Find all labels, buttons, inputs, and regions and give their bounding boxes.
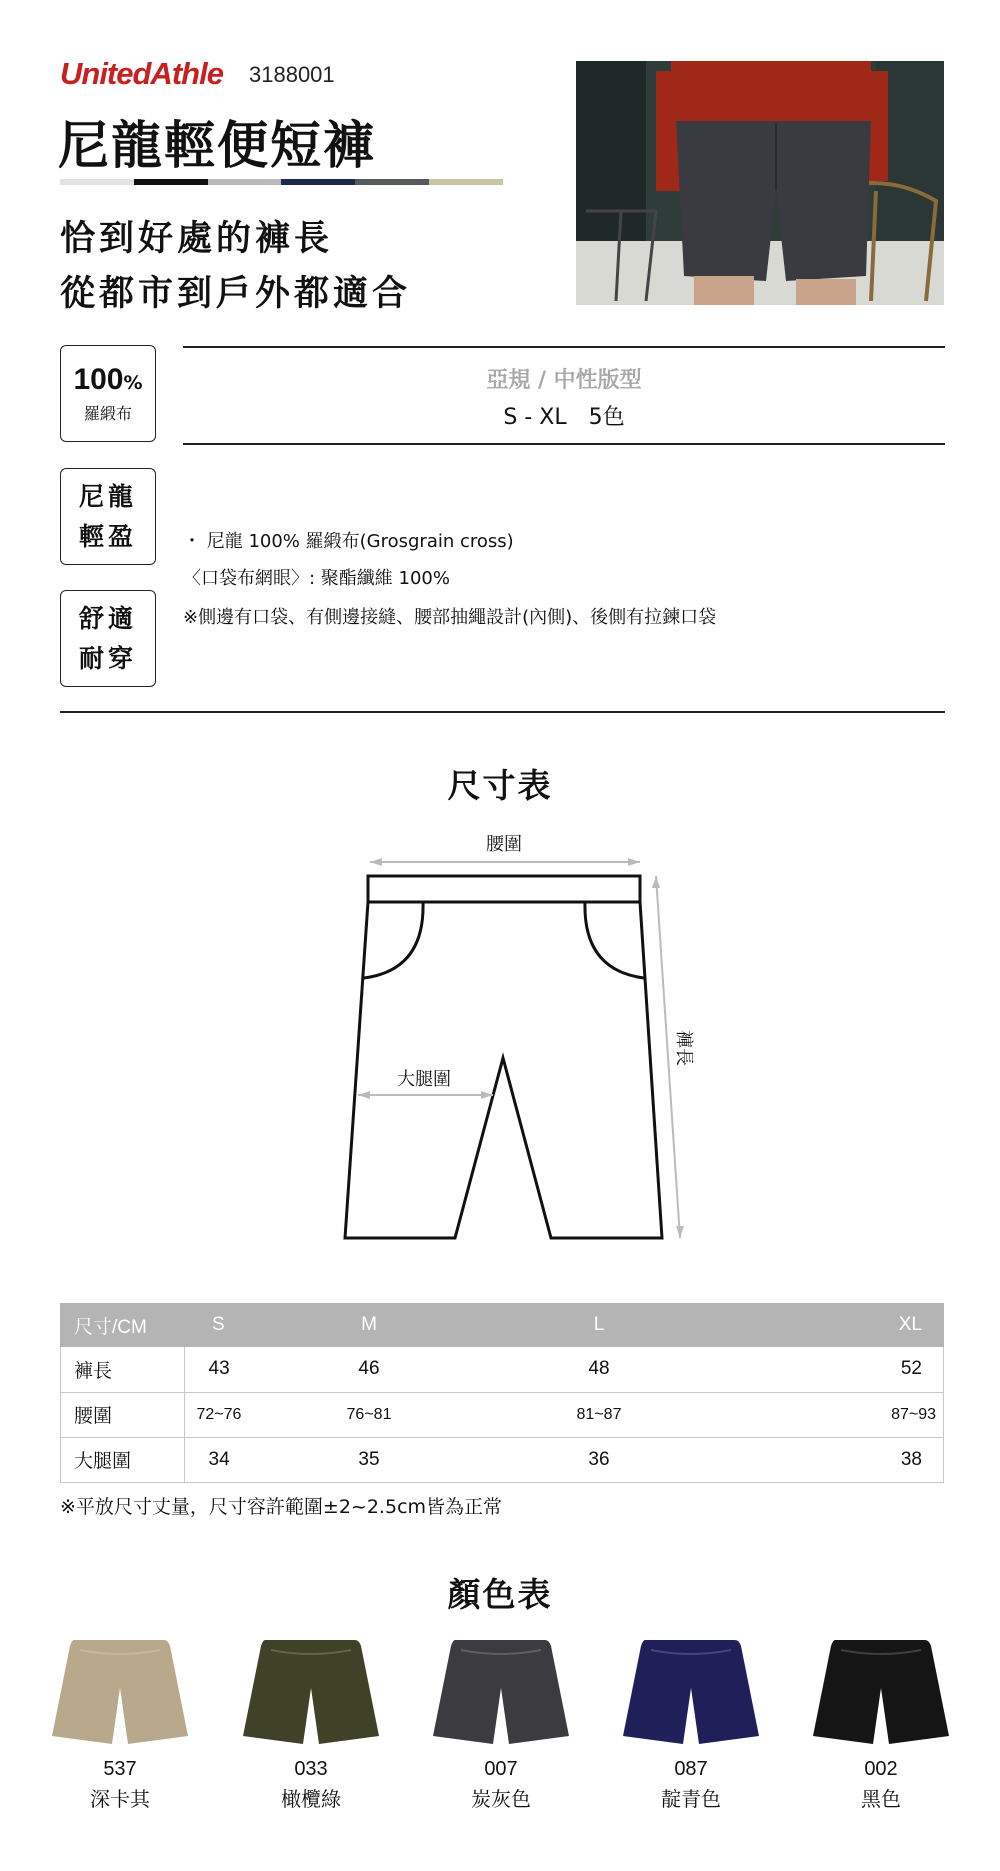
table-cell: 36 [588,1448,610,1470]
color-strip-segment [208,179,282,185]
fit-type: 亞規 / 中性版型 [486,368,642,393]
description-line-2: 〈口袋布網眼〉: 聚酯纖維 100% [183,568,450,589]
table-cell: 34 [208,1448,230,1470]
table-cell: 52 [714,1347,944,1392]
color-swatch [241,1636,381,1812]
color-strip-segment [429,179,503,185]
table-cell: 76~81 [254,1392,484,1437]
table-cell: 46 [254,1347,484,1392]
color-name: 黑色 [861,1787,901,1811]
header-cell: M [254,1303,484,1347]
nylon-light-badge [60,468,156,565]
color-swatch [621,1636,761,1812]
color-name: 深卡其 [90,1787,150,1811]
size-table-header [60,1303,944,1347]
comfort-badge [60,590,156,687]
color-code: 087 [674,1758,708,1780]
row-label: 大腿圍 [60,1437,184,1482]
color-name: 靛青色 [661,1787,721,1811]
brand-logo: UnitedAthle [60,56,223,91]
waistband [368,876,640,902]
divider [60,711,945,713]
badge-line: 舒適 [78,603,137,633]
shorts-swatch-icon [431,1636,571,1754]
color-swatch [431,1636,571,1812]
color-code: 002 [864,1758,898,1780]
tagline-line-1: 恰到好處的褲長 [60,219,334,259]
table-cell: 38 [900,1448,922,1470]
product-photo [576,61,944,305]
color-strip-segment [281,179,355,185]
size-chart-title: 尺寸表 [447,766,553,805]
row-label: 褲長 [60,1347,184,1392]
table-cell: 35 [358,1448,380,1470]
color-strip-segment [60,179,134,185]
size-table [60,1303,944,1482]
product-title: 尼龍輕便短褲 [58,117,377,176]
length-label: 褲長 [673,1030,694,1066]
color-code: 537 [103,1758,137,1780]
table-cell: 43 [184,1347,254,1392]
tagline-line-2: 從都市到戶外都適合 [60,274,412,314]
waist-label: 腰圍 [486,834,522,855]
badge-line: 輕盈 [78,521,137,551]
shorts-diagram [330,830,710,1250]
table-row [60,1347,944,1392]
table-cell: 81~87 [484,1392,714,1437]
product-code: 3188001 [249,62,335,87]
shorts-swatch-icon [50,1636,190,1754]
table-cell: 48 [484,1347,714,1392]
measurement-note: ※平放尺寸丈量，尺寸容許範圍±2~2.5cm皆為正常 [60,1496,503,1518]
badge-line: 耐穿 [78,643,137,673]
color-chart-title: 顏色表 [447,1575,553,1614]
fabric-badge [60,345,156,442]
fabric-name: 羅緞布 [83,404,132,423]
table-row [60,1437,944,1482]
table-cell: 87~93 [714,1392,944,1437]
badge-line: 尼龍 [78,481,137,511]
header-cell: S [184,1303,254,1347]
shorts-outline [345,902,662,1238]
color-code: 007 [484,1758,518,1780]
color-name: 炭灰色 [471,1787,531,1811]
header-cell: XL [714,1303,944,1347]
header-cell: L [484,1303,714,1347]
description-line-3: ※側邊有口袋、有側邊接縫、腰部抽繩設計(內側)、後側有拉鍊口袋 [183,607,717,628]
shorts-swatch-icon [241,1636,381,1754]
description-line-1: ・ 尼龍 100% 羅緞布(Grosgrain cross) [183,531,514,552]
shorts-swatch-icon [811,1636,951,1754]
color-swatch [50,1636,190,1812]
table-row [60,1392,944,1437]
pocket-left [364,902,423,978]
pocket-right [585,902,644,978]
row-label: 腰圍 [60,1392,184,1437]
fabric-percent-unit: % [123,372,143,394]
color-strip-segment [134,179,208,185]
color-name: 橄欖綠 [281,1787,341,1811]
divider [183,443,945,445]
divider [183,346,945,348]
shorts-swatch-icon [621,1636,761,1754]
table-cell: 72~76 [184,1392,254,1437]
color-code: 033 [294,1758,328,1780]
color-swatch [811,1636,951,1812]
color-strip [60,179,503,185]
header-cell: 尺寸/CM [60,1303,184,1347]
size-range: S - XL 5色 [503,405,625,430]
thigh-label: 大腿圍 [397,1069,451,1090]
color-strip-segment [355,179,429,185]
fabric-percent: 100 [73,363,124,396]
